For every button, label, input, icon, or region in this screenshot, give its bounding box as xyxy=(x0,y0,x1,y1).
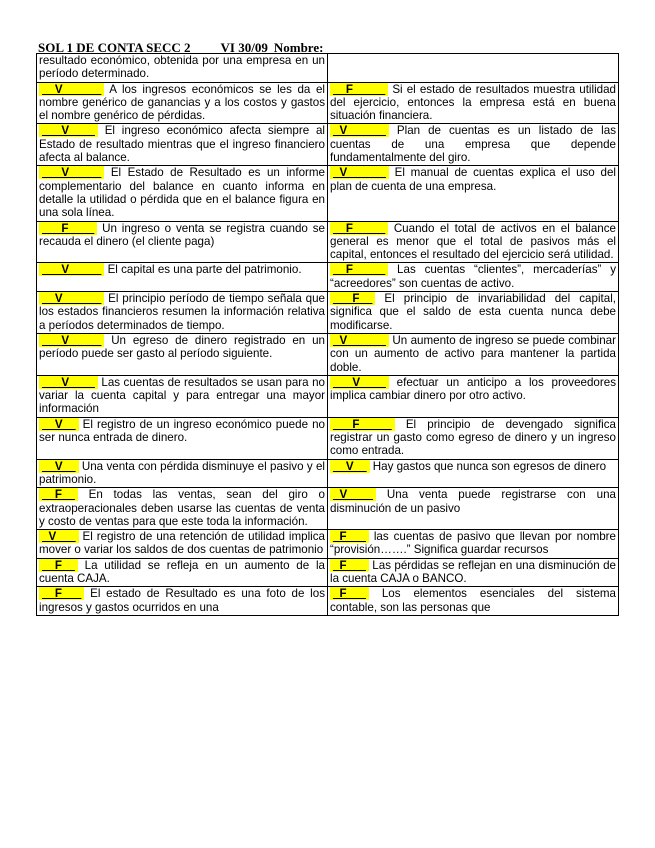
answer-mark: _V______ xyxy=(330,334,389,347)
statement-text: efectuar un anticipo a los proveedores implica cambiar dinero por otro activo. xyxy=(330,375,616,403)
statement-row xyxy=(37,263,619,292)
statement-cell-right xyxy=(328,488,619,530)
statement-text: Las pérdidas se reflejan en una disminución de la cuenta CAJA o BANCO. xyxy=(330,558,616,585)
statement-text: Cuando el total de activos en el balance general es menor que el total de pasivos más el capital, entonces el resultado del ejercicio será utilidad. xyxy=(330,221,616,262)
statement-text: Un ingreso o venta se registra cuando se recauda el dinero (el cliente paga) xyxy=(39,221,325,248)
statement-cell-left xyxy=(37,417,328,459)
statement-cell-right xyxy=(328,558,619,587)
statement-row xyxy=(37,54,619,83)
statement-row xyxy=(37,221,619,263)
answer-mark: _V______ xyxy=(330,124,389,137)
statement-row xyxy=(37,488,619,530)
statement-cell-left xyxy=(37,375,328,417)
statement-cell-right xyxy=(328,530,619,559)
statement-cell-left xyxy=(37,124,328,166)
answer-mark: __F__ xyxy=(39,559,78,572)
statement-cell-right xyxy=(328,417,619,459)
statement-text: resultado económico, obtenida por una empresa en un período determinado. xyxy=(39,54,325,81)
statement-row xyxy=(37,459,619,488)
answer-mark: __F_____ xyxy=(330,83,388,96)
answer-mark: ___V____ xyxy=(39,124,98,137)
answer-mark: ___F_____ xyxy=(330,418,395,431)
statement-text: Un egreso de dinero registrado en un período puede ser gasto al período siguiente. xyxy=(39,333,325,361)
answer-mark: __V__ xyxy=(39,460,79,473)
name-label: Nombre: xyxy=(273,40,324,55)
statement-cell-right xyxy=(328,292,619,334)
statement-cell-right xyxy=(328,333,619,375)
statement-text: Las cuentas “clientes”, mercaderías” y “acreedores” son cuentas de activo. xyxy=(330,263,616,290)
answer-mark: _V____ xyxy=(330,488,376,501)
statement-row xyxy=(37,82,619,124)
answer-mark: ___V_____ xyxy=(39,166,104,179)
statement-text: En todas las ventas, sean del giro o extraoperacionales deben usarse las cuentas de venta y costo de ventas para que este toda la información. xyxy=(39,488,325,528)
answer-mark: _F___ xyxy=(330,559,369,572)
statement-text: El principio período de tiempo señala que los estados financieros resumen la información relativa a períodos determinados de tiempo. xyxy=(39,292,325,332)
statement-text: El manual de cuentas explica el uso del plan de cuenta de una empresa. xyxy=(330,166,616,193)
statement-cell-left xyxy=(37,82,328,124)
answer-mark: __V______ xyxy=(39,292,104,305)
answer-mark: ___V____ xyxy=(330,376,389,389)
statement-cell-left xyxy=(37,221,328,263)
course-title: SOL 1 DE CONTA SECC 2 xyxy=(38,40,191,55)
answer-mark: __V__ xyxy=(330,460,370,473)
statement-row xyxy=(37,124,619,166)
statement-text: Una venta con pérdida disminuye el pasivo y el patrimonio. xyxy=(39,459,325,486)
answer-mark: ___F__ xyxy=(330,292,375,305)
answer-mark: __F___ xyxy=(39,587,84,600)
statement-text: Una venta puede registrarse con una disminución de un pasivo xyxy=(330,488,616,515)
answer-mark: ___V____ xyxy=(39,376,98,389)
statement-text: Si el estado de resultados muestra utilidad del ejercicio, entonces la empresa está en buena situación financiera. xyxy=(330,82,616,123)
statement-cell-right xyxy=(328,221,619,263)
statement-text: El estado de Resultado es una foto de los ingresos y gastos ocurridos en una xyxy=(39,587,325,614)
statement-cell-left xyxy=(37,530,328,559)
answer-mark: _F___ xyxy=(330,587,369,600)
statement-cell-right xyxy=(328,124,619,166)
statement-text: El registro de un ingreso económico puede no ser nunca entrada de dinero. xyxy=(39,417,325,445)
answer-mark: _V___ xyxy=(39,530,79,543)
statement-text: Los elementos esenciales del sistema contable, son las personas que xyxy=(330,587,616,614)
statement-text: La utilidad se refleja en un aumento de la cuenta CAJA. xyxy=(39,558,325,585)
statement-row xyxy=(37,530,619,559)
exam-date: VI 30/09 xyxy=(220,40,268,55)
statement-cell-right xyxy=(328,459,619,488)
statement-cell-left xyxy=(37,292,328,334)
statement-text: El principio de devengado significa registrar un gasto como egreso de dinero y un ingreso como entrada. xyxy=(330,417,616,458)
statement-cell-right xyxy=(328,263,619,292)
statement-row xyxy=(37,292,619,334)
statement-row xyxy=(37,375,619,417)
statement-text: El capital es una parte del patrimonio. xyxy=(107,263,302,277)
statement-cell-right xyxy=(328,166,619,221)
statement-text: Hay gastos que nunca son egresos de dinero xyxy=(372,459,607,473)
answer-mark: __F__ xyxy=(39,488,78,501)
statement-cell-left xyxy=(37,488,328,530)
answer-mark: _V______ xyxy=(330,166,389,179)
statement-row xyxy=(37,333,619,375)
statement-text: El principio de invariabilidad del capital, significa que el saldo de esta cuenta nunca debe modificarse. xyxy=(330,292,616,332)
statement-cell-right xyxy=(328,82,619,124)
answer-mark: __F_____ xyxy=(330,263,388,276)
statement-cell-left xyxy=(37,263,328,292)
statement-cell-left xyxy=(37,459,328,488)
statement-cell-left xyxy=(37,558,328,587)
answer-mark: __V__ xyxy=(39,418,79,431)
statement-text: las cuentas de pasivo que llevan por nombre “provisión…….” Significa guardar recursos xyxy=(330,530,616,557)
statement-cell-right xyxy=(328,54,619,83)
answer-mark: ___V_____ xyxy=(39,334,104,347)
statement-cell-left xyxy=(37,166,328,221)
statement-text: El Estado de Resultado es un informe complementario del balance en cuanto informa en detalle la utilidad o pérdida que en el balance figura en una sola línea. xyxy=(39,166,325,220)
statement-cell-left xyxy=(37,333,328,375)
statement-text: El ingreso económico afecta siempre al Estado de resultado mientras que el ingreso financiero afecta al balance. xyxy=(39,124,325,165)
answer-mark: __V______ xyxy=(39,83,104,96)
statement-row xyxy=(37,558,619,587)
statement-text: Plan de cuentas es un listado de las cuentas de una empresa que depende fundamentalmente del giro. xyxy=(330,124,616,165)
answer-mark: ___V_____ xyxy=(39,263,104,276)
answer-mark: __F_____ xyxy=(330,222,388,235)
answer-mark: _F___ xyxy=(330,530,369,543)
statement-row xyxy=(37,587,619,616)
statement-text: El registro de una retención de utilidad implica mover o variar los saldos de dos cuentas de patrimonio xyxy=(39,530,325,557)
answer-mark: ___F____ xyxy=(39,222,97,235)
statement-cell-right xyxy=(328,587,619,616)
statement-cell-left xyxy=(37,587,328,616)
statement-row xyxy=(37,417,619,459)
statement-text: Un aumento de ingreso se puede combinar con un aumento de activo para mantener la partida doble. xyxy=(330,333,616,374)
statement-row xyxy=(37,166,619,221)
statement-cell-left xyxy=(37,54,328,83)
statement-text: A los ingresos económicos se les da el nombre genérico de ganancias y a los costos y gastos el nombre genérico de pérdidas. xyxy=(39,82,325,123)
true-false-table xyxy=(36,53,619,616)
statement-text: Las cuentas de resultados se usan para no variar la cuenta capital y para entregar una mayor información xyxy=(39,375,325,416)
statement-cell-right xyxy=(328,375,619,417)
